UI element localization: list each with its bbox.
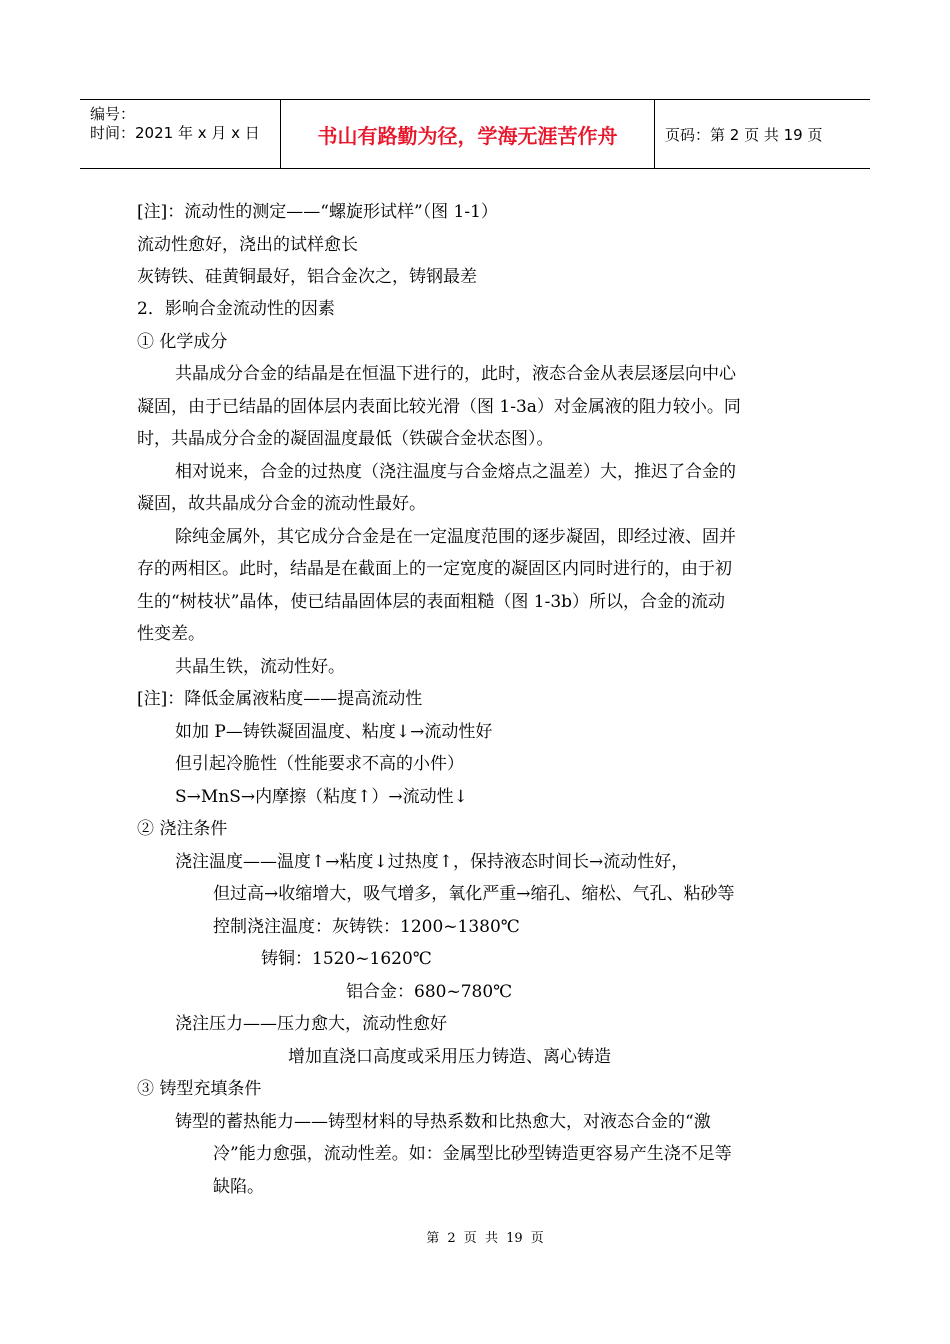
- footer-ye2: 页: [530, 1231, 544, 1246]
- body-line: 浇注温度——温度↑→粘度↓过热度↑，保持液态时间长→流动性好，: [175, 852, 689, 872]
- body-line: 共晶成分合金的结晶是在恒温下进行的，此时，液态合金从表层逐层向中心: [175, 364, 736, 384]
- footer-total-pages: 19: [506, 1231, 523, 1246]
- subsection-heading: ① 化学成分: [137, 332, 228, 352]
- body-line: 如加 P—铸铁凝固温度、粘度↓→流动性好: [175, 722, 493, 742]
- header-info-cell: [80, 100, 281, 168]
- header-page-cell: [655, 100, 870, 168]
- body-line: 铸铜：1520~1620℃: [261, 949, 432, 969]
- body-line: 冷”能力愈强，流动性差。如：金属型比砂型铸造更容易产生浇不足等: [213, 1144, 732, 1164]
- page-header: [80, 99, 870, 169]
- body-line: 凝固，由于已结晶的固体层内表面比较光滑（图 1-3a）对金属液的阻力较小。同: [137, 397, 741, 417]
- page-footer: [0, 1227, 950, 1246]
- footer-gong: 共: [484, 1231, 498, 1246]
- body-line: 凝固，故共晶成分合金的流动性最好。: [137, 494, 426, 514]
- body-line: 灰铸铁、硅黄铜最好，铝合金次之，铸钢最差: [137, 267, 477, 287]
- body-line: 相对说来，合金的过热度（浇注温度与合金熔点之温差）大，推迟了合金的: [175, 462, 736, 482]
- header-motto-cell: [281, 100, 655, 168]
- footer-ye: 页: [463, 1231, 477, 1246]
- number-label: 编号：: [90, 105, 136, 123]
- subsection-heading: ② 浇注条件: [137, 819, 228, 839]
- time-label: 时间：2021 年 x 月 x 日: [90, 124, 260, 142]
- body-line: 时，共晶成分合金的凝固温度最低（铁碳合金状态图）。: [137, 429, 554, 449]
- section-heading: 2．影响合金流动性的因素: [137, 299, 335, 319]
- body-line: [注]：流动性的测定——“螺旋形试样”（图 1-1）: [137, 202, 498, 222]
- footer-di: 第: [426, 1231, 440, 1246]
- body-line: 浇注压力——压力愈大，流动性愈好: [175, 1014, 447, 1034]
- body-line: 控制浇注温度：灰铸铁：1200~1380℃: [213, 917, 520, 937]
- page-label: 页码：第 2 页 共 19 页: [665, 125, 823, 144]
- body-line: 但过高→收缩增大，吸气增多，氧化严重→缩孔、缩松、气孔、粘砂等: [213, 884, 735, 904]
- body-line: 流动性愈好，浇出的试样愈长: [137, 235, 358, 255]
- body-line: 性变差。: [137, 624, 205, 644]
- body-line: 除纯金属外，其它成分合金是在一定温度范围的逐步凝固，即经过液、固并: [175, 527, 736, 547]
- body-line: 存的两相区。此时，结晶是在截面上的一定宽度的凝固区内同时进行的，由于初: [137, 559, 732, 579]
- motto: 书山有路勤为径，学海无涯苦作舟: [317, 123, 618, 148]
- body-line: 铸型的蓄热能力——铸型材料的导热系数和比热愈大，对液态合金的“激: [175, 1112, 711, 1132]
- subsection-heading: ③ 铸型充填条件: [137, 1079, 262, 1099]
- body-line: 共晶生铁，流动性好。: [175, 657, 345, 677]
- footer-page-number: 2: [447, 1231, 456, 1246]
- body-line: 增加直浇口高度或采用压力铸造、离心铸造: [288, 1047, 611, 1067]
- body-line: S→MnS→内摩擦（粘度↑）→流动性↓: [175, 787, 468, 807]
- body-line: 生的“树枝状”晶体，使已结晶固体层的表面粗糙（图 1-3b）所以，合金的流动: [137, 592, 726, 612]
- body-line: 但引起冷脆性（性能要求不高的小件）: [175, 754, 464, 774]
- body-line: 缺陷。: [213, 1177, 264, 1197]
- body-line: [注]：降低金属液粘度——提高流动性: [137, 689, 423, 709]
- body-line: 铝合金：680~780℃: [346, 982, 513, 1002]
